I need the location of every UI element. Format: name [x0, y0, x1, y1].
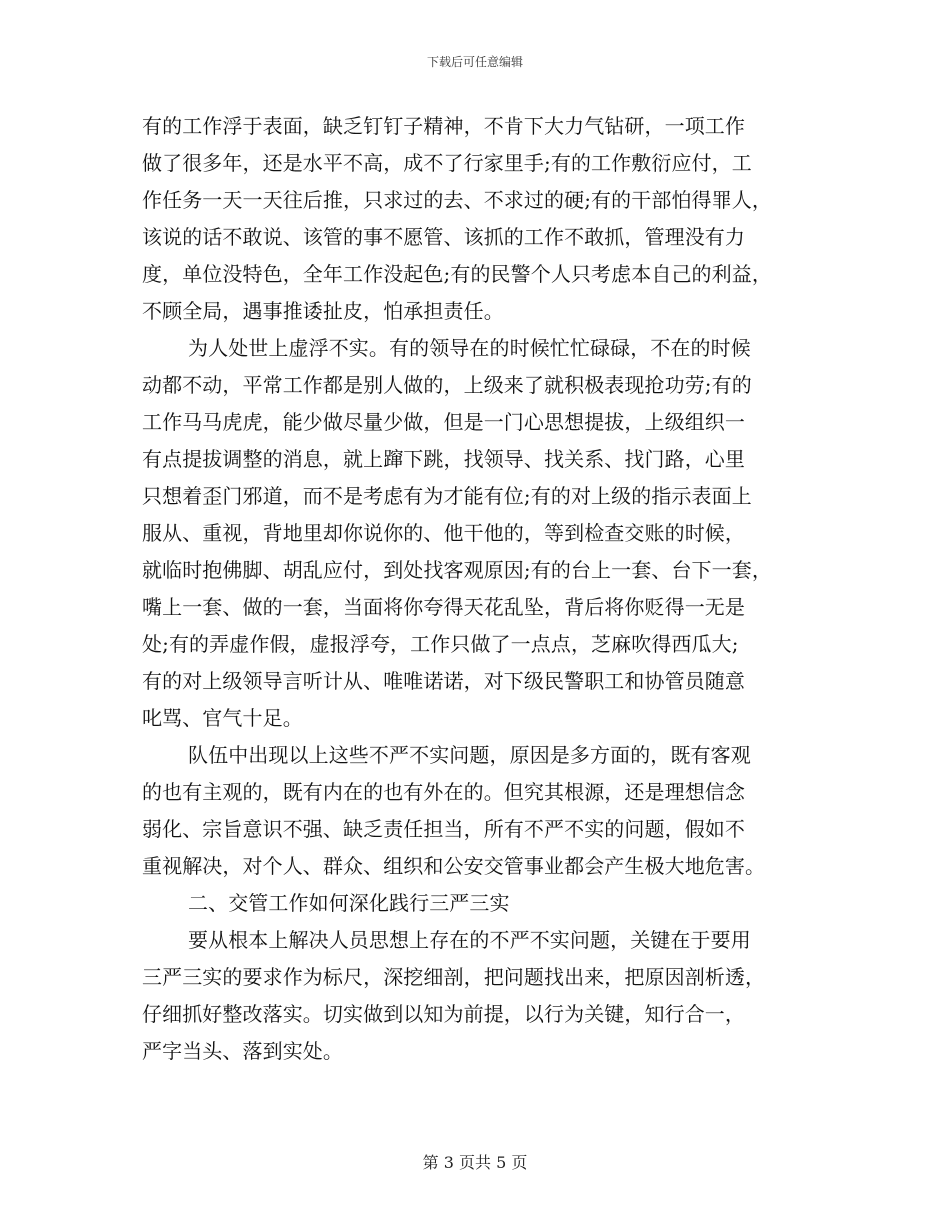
text-line: 只想着歪门邪道，而不是考虑有为才能有位;有的对上级的指示表面上 — [142, 484, 752, 508]
text-line: 就临时抱佛脚、胡乱应付，到处找客观原因;有的台上一套、台下一套， — [142, 558, 772, 582]
text-line: 处;有的弄虚作假，虚报浮夸，工作只做了一点点，芝麻吹得西瓜大; — [142, 632, 739, 656]
text-line: 三严三实的要求作为标尺，深挖细剖，把问题找出来，把原因剖析透， — [142, 965, 766, 989]
text-line: 不顾全局，遇事推诿扯皮，怕承担责任。 — [142, 299, 504, 323]
text-line: 的也有主观的，既有内在的也有外在的。但究其根源，还是理想信念 — [142, 780, 745, 804]
text-line: 重视解决，对个人、群众、组织和公安交管事业都会产生极大地危害。 — [142, 854, 766, 878]
text-line: 该说的话不敢说、该管的事不愿管、该抓的工作不敢抓，管理没有力 — [142, 225, 745, 249]
text-line: 嘴上一套、做的一套，当面将你夸得天花乱坠，背后将你贬得一无是 — [142, 595, 745, 619]
text-line: 做了很多年，还是水平不高，成不了行家里手;有的工作敷衍应付，工 — [142, 151, 752, 175]
text-line: 有的工作浮于表面，缺乏钉钉子精神，不肯下大力气钻研，一项工作 — [142, 114, 745, 138]
text-line: 动都不动，平常工作都是别人做的，上级来了就积极表现抢功劳;有的 — [142, 373, 752, 397]
page-header: 下载后可任意编辑 — [426, 55, 523, 69]
page-number: 第 3 页共 5 页 — [422, 1153, 528, 1172]
text-line: 工作马马虎虎，能少做尽量少做，但是一门心思想提拔，上级组织一 — [142, 410, 745, 434]
section-heading: 二、交管工作如何深化践行三严三实 — [188, 891, 510, 915]
paragraph-start-line: 队伍中出现以上这些不严不实问题，原因是多方面的，既有客观 — [188, 743, 751, 767]
text-line: 作任务一天一天往后推，只求过的去、不求过的硬;有的干部怕得罪人， — [142, 188, 772, 212]
paragraph-start-line: 为人处世上虚浮不实。有的领导在的时候忙忙碌碌，不在的时候 — [188, 336, 751, 360]
paragraph-start-line: 要从根本上解决人员思想上存在的不严不实问题，关键在于要用 — [188, 928, 751, 952]
text-line: 服从、重视，背地里却你说你的、他干他的，等到检查交账的时候， — [142, 521, 745, 545]
text-line: 弱化、宗旨意识不强、缺乏责任担当，所有不严不实的问题，假如不 — [142, 817, 745, 841]
text-line: 度，单位没特色，全年工作没起色;有的民警个人只考虑本自己的利益， — [142, 262, 772, 286]
document-body — [142, 108, 822, 1070]
text-line: 仔细抓好整改落实。切实做到以知为前提，以行为关键，知行合一， — [142, 1002, 745, 1026]
text-line: 叱骂、官气十足。 — [142, 706, 303, 730]
text-line: 有的对上级领导言听计从、唯唯诺诺，对下级民警职工和协管员随意 — [142, 669, 745, 693]
text-line: 严字当头、落到实处。 — [142, 1039, 343, 1063]
text-line: 有点提拔调整的消息，就上蹿下跳，找领导、找关系、找门路，心里 — [142, 447, 745, 471]
